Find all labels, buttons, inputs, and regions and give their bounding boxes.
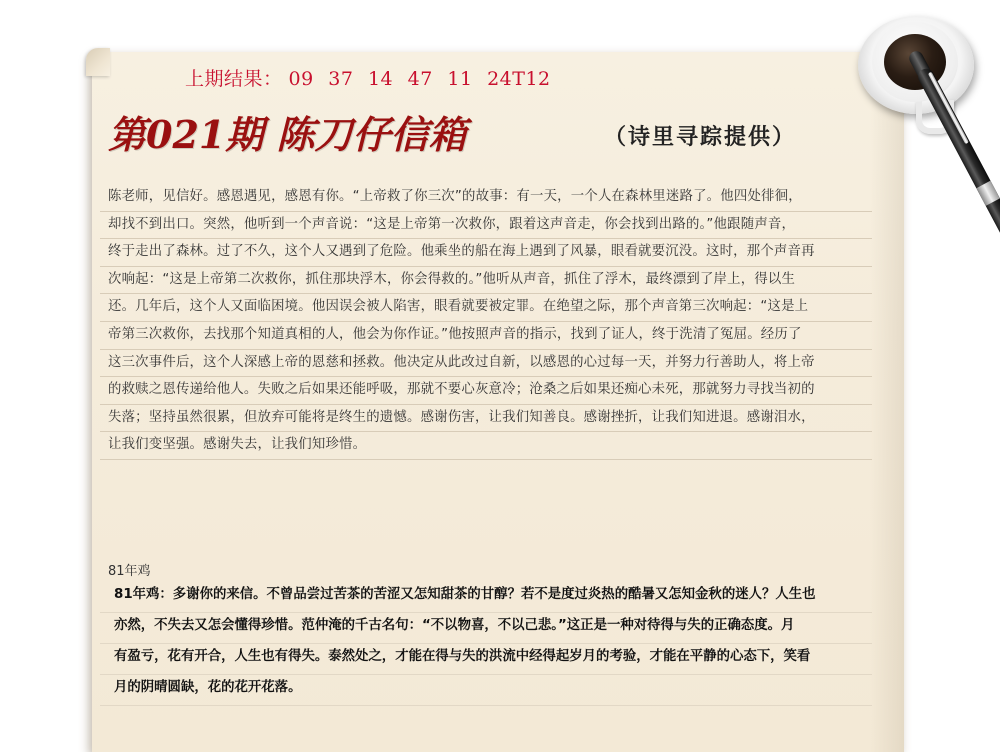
reply-line: 月的阴晴圆缺，花的花开花落。 [100,675,872,706]
letter-body [100,184,872,460]
result-label: 上期结果： [185,68,283,90]
letter-line: 这三次事件后，这个人深感上帝的恩慈和拯救。他决定从此改过自新，以感恩的心过每一天，并努力行善助人，将上帝 [100,350,872,378]
letter-line: 陈老师，见信好。感恩遇见，感恩有你。“上帝救了你三次”的故事：有一天，一个人在森林里迷路了。他四处徘徊， [100,184,872,212]
letter-line: 还。几年后，这个人又面临困境。他因误会被人陷害，眼看就要被定罪。在绝望之际，那个声音第三次响起：“这是上 [100,294,872,322]
reply-line: 亦然，不失去又怎会懂得珍惜。范仲淹的千古名句：“不以物喜，不以己悲。”这正是一种对待得与失的正确态度。月 [100,613,872,644]
paper-curl [86,48,110,76]
provider-credit: （诗里寻踪提供） [604,124,797,150]
letter-line: 失落；坚持虽然很累，但放弃可能将是终生的遗憾。感谢伤害，让我们知善良。感谢挫折，让我们知进退。感谢泪水， [100,405,872,433]
letter-author-tag: 81年鸡 [108,564,151,579]
letter-line: 的救赎之恩传递给他人。失败之后如果还能呼吸，那就不要心灰意冷；沧桑之后如果还痴心未死，那就努力寻找当初的 [100,377,872,405]
letter-line: 帝第三次救你，去找那个知道真相的人，他会为你作证。”他按照声音的指示，找到了证人，终于洗清了冤屈。经历了 [100,322,872,350]
paper-shade [870,52,904,752]
reply-body [100,582,872,706]
reply-line: 有盈亏，花有开合，人生也有得失。泰然处之，才能在得与失的洪流中经得起岁月的考验，才能在平静的心态下，笑看 [100,644,872,675]
letter-line: 终于走出了森林。过了不久，这个人又遇到了危险。他乘坐的船在海上遇到了风暴，眼看就要沉没。这时，那个声音再 [100,239,872,267]
letter-line: 让我们变坚强。感谢失去，让我们知珍惜。 [100,432,872,460]
reply-line: 81年鸡：多谢你的来信。不曾品尝过苦茶的苦涩又怎知甜茶的甘醇？若不是度过炎热的酷暑又怎知金秋的迷人？人生也 [100,582,872,613]
letter-line: 却找不到出口。突然，他听到一个声音说：“这是上帝第一次救你，跟着这声音走，你会找到出路的。”他跟随声音， [100,212,872,240]
result-numbers: 09 37 14 47 11 24T12 [288,68,551,90]
previous-result [185,64,551,88]
page-title: 第021期 陈刀仔信箱 [108,112,467,157]
letter-line: 次响起：“这是上帝第二次救你，抓住那块浮木，你会得救的。”他听从声音，抓住了浮木，最终漂到了岸上，得以生 [100,267,872,295]
